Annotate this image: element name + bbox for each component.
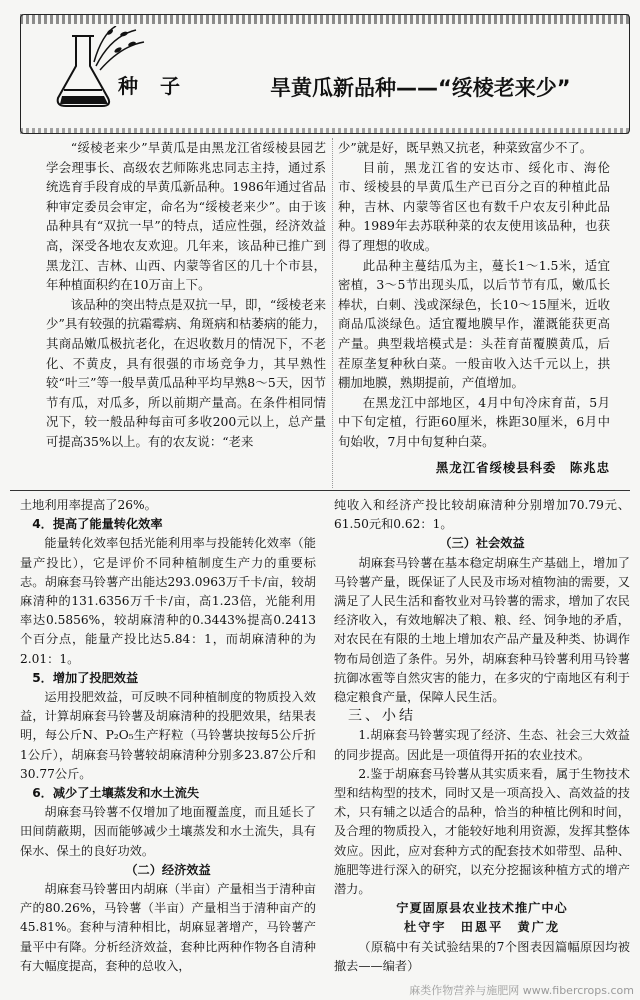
paragraph: 胡麻套马铃薯田内胡麻（半亩）产量相当于清种亩产的80.26%，马铃薯（半亩）产量相当于清种亩产的45.81%。套种与清种相比，胡麻显著增产，马铃薯产量平中有降。分析经济效益，套种比两种作物各自清种有大幅度提高，套种的总收入， — [20, 882, 316, 973]
article-headline: 旱黄瓜新品种——“绥棱老来少” — [270, 76, 571, 100]
section-heading: 三、小结 — [348, 708, 416, 725]
section-heading: （三）社会效益 — [439, 536, 525, 551]
bottom-article-column-2 — [334, 496, 630, 976]
banner-bottom-stripes — [20, 128, 630, 134]
paragraph: 运用投肥效益，可反映不同种植制度的物质投入效益，计算胡麻套马铃薯及胡麻清种的投肥效果，结果表明，每公斤N、P₂O₅生产籽粒（马铃薯块按每5公斤折1公斤），胡麻套马铃薯较胡麻清种分别多23.87公斤和30.77公斤。 — [20, 690, 316, 781]
column-divider — [332, 138, 333, 488]
paragraph: 此品种主蔓结瓜为主，蔓长1～1.5米，适宜密植，3～5节出现头瓜，以后节节有瓜，嫩瓜长棒状，白刺、浅或深绿色，长10～15厘米，近收商品瓜淡绿色。适宜覆地膜早作，灌溉能获更高产量。典型栽培模式是：头茬育苗覆膜黄瓜，后茬原垄复种秋白菜。一般亩收入达千元以上，拱棚加地膜，熟期提前，产值增加。 — [338, 257, 610, 391]
top-article-column-1 — [46, 138, 326, 452]
section-heading: （二）经济效益 — [125, 862, 211, 877]
paragraph: 该品种的突出特点是双抗一早，即，“绥棱老来少”具有较强的抗霜霉病、角斑病和枯萎病的能力，其商品嫩瓜极抗老化，在迟收数月的情况下，不老化、不黄皮，具有很强的市场竞争力，其早熟性较“叶三”等一般旱黄瓜品种平均早熟8～5天，因节节有瓜，对瓜多，所以前期产量高。在条件相同情况下，较一般品种每亩可多收200元以上，总产量可提高35%以上。有的农友说：“老来 — [46, 296, 326, 449]
paragraph: 在黑龙江中部地区，4月中旬冷床育苗，5月中下旬定植，行距60厘米，株距30厘米，6月中旬始收，7月中旬复种白菜。 — [338, 394, 610, 449]
paragraph: 目前，黑龙江省的安达市、绥化市、海伦市、绥棱县的旱黄瓜生产已百分之百的种植此品种，吉林、内蒙等省区也有数千户农友引种此品种。1989年去苏联种菜的农友使用该品种，也获得了理想的收成。 — [338, 159, 610, 253]
article-byline: 黑龙江省绥棱县科委 陈兆忠 — [435, 459, 610, 475]
subheading: 5．增加了投肥效益 — [32, 670, 139, 685]
paragraph: 少”就是好，既早熟又抗老，种菜致富少不了。 — [338, 140, 593, 155]
paragraph: 纯收入和经济产投比较胡麻清种分别增加70.79元、61.50元和0.62：1。 — [334, 498, 630, 532]
paragraph: 土地利用率提高了26%。 — [20, 498, 157, 512]
organization: 宁夏固原县农业技术推广中心 — [396, 901, 568, 916]
subheading: 4．提高了能量转化效率 — [32, 517, 163, 532]
paragraph: 胡麻套马铃薯在基本稳定胡麻生产基础上，增加了马铃薯产量，既保证了人民及市场对植物油的需要，又满足了人民生活和畜牧业对马铃薯的需求，增加了农民经济收入，有效地解决了粮、粮、经、饲争地的矛盾，对农民在有限的土地上增加农产品产量及种类、协调作物布局创造了条件。另外，胡麻套种马铃薯利用马铃薯抗御冰雹等自然灾害的能力，在多灾的宁南地区有利于稳定粮食产量，保障人民生活。 — [334, 555, 630, 705]
paragraph: 2.鉴于胡麻套马铃薯从其实质来看，属于生物技术型和结构型的技术，同时又是一项高投入、高效益的技术，只有辅之以适合的品种，恰当的种植比例和时间，及合理的物质投入，才能较好地利用资源，发挥其整体效应。因此，应对套种方式的配套技术如带型、品种、施肥等进行深入的研究，以充分挖掘该种植方式的增产潜力。 — [334, 766, 630, 897]
paragraph: 能量转化效率包括光能利用率与投能转化效率（能量产投比），它是评价不同种植制度生产力的重要标志。胡麻套马铃薯产出能达293.0963万千卡/亩，较胡麻清种的131.6356万千卡/亩，高1.23倍，光能利用率达0.5856%，较胡麻清种的0.3443%提高0.2413个百分点，能量产投比达5.84：1，而胡麻清种的为2.01：1。 — [20, 536, 316, 666]
bottom-article-column-1 — [20, 496, 316, 976]
banner-top-stripes — [20, 14, 630, 24]
paragraph: “绥棱老来少”旱黄瓜是由黑龙江省绥棱县园艺学会理事长、高级农艺师陈兆忠同志主持，通过系统选育手段育成的旱黄瓜新品种。1986年通过省品种审定委员会审定，命名为“绥棱老来少”。由于该品种具有“双抗一早”的特点，适应性强，经济效益高，深受各地农友欢迎。几年来，该品种已推广到黑龙江、吉林、山西、内蒙等省区的几十个市县，年种植面积约在10万亩上下。 — [46, 140, 326, 293]
watermark: 麻类作物营养与施肥网 www.fibercrops.com — [409, 984, 634, 997]
subheading: 6．减少了土壤蒸发和水土流失 — [32, 786, 200, 801]
top-article-column-2 — [338, 138, 610, 477]
authors: 杜守宇 田恩平 黄广龙 — [403, 920, 561, 935]
paragraph: 1.胡麻套马铃薯实现了经济、生态、社会三大效益的同步提高。因此是一项值得开拓的农业技术。 — [334, 728, 630, 762]
paragraph: 胡麻套马铃薯不仅增加了地面覆盖度，而且延长了田间荫蔽期，因而能够减少土壤蒸发和水土流失，具有保水、保土的良好功效。 — [20, 805, 316, 858]
article-separator — [10, 490, 630, 491]
section-tag: 种子 — [118, 74, 202, 98]
paragraph: （原稿中有关试验结果的7个图表因篇幅原因均被撤去——编者） — [334, 939, 630, 973]
